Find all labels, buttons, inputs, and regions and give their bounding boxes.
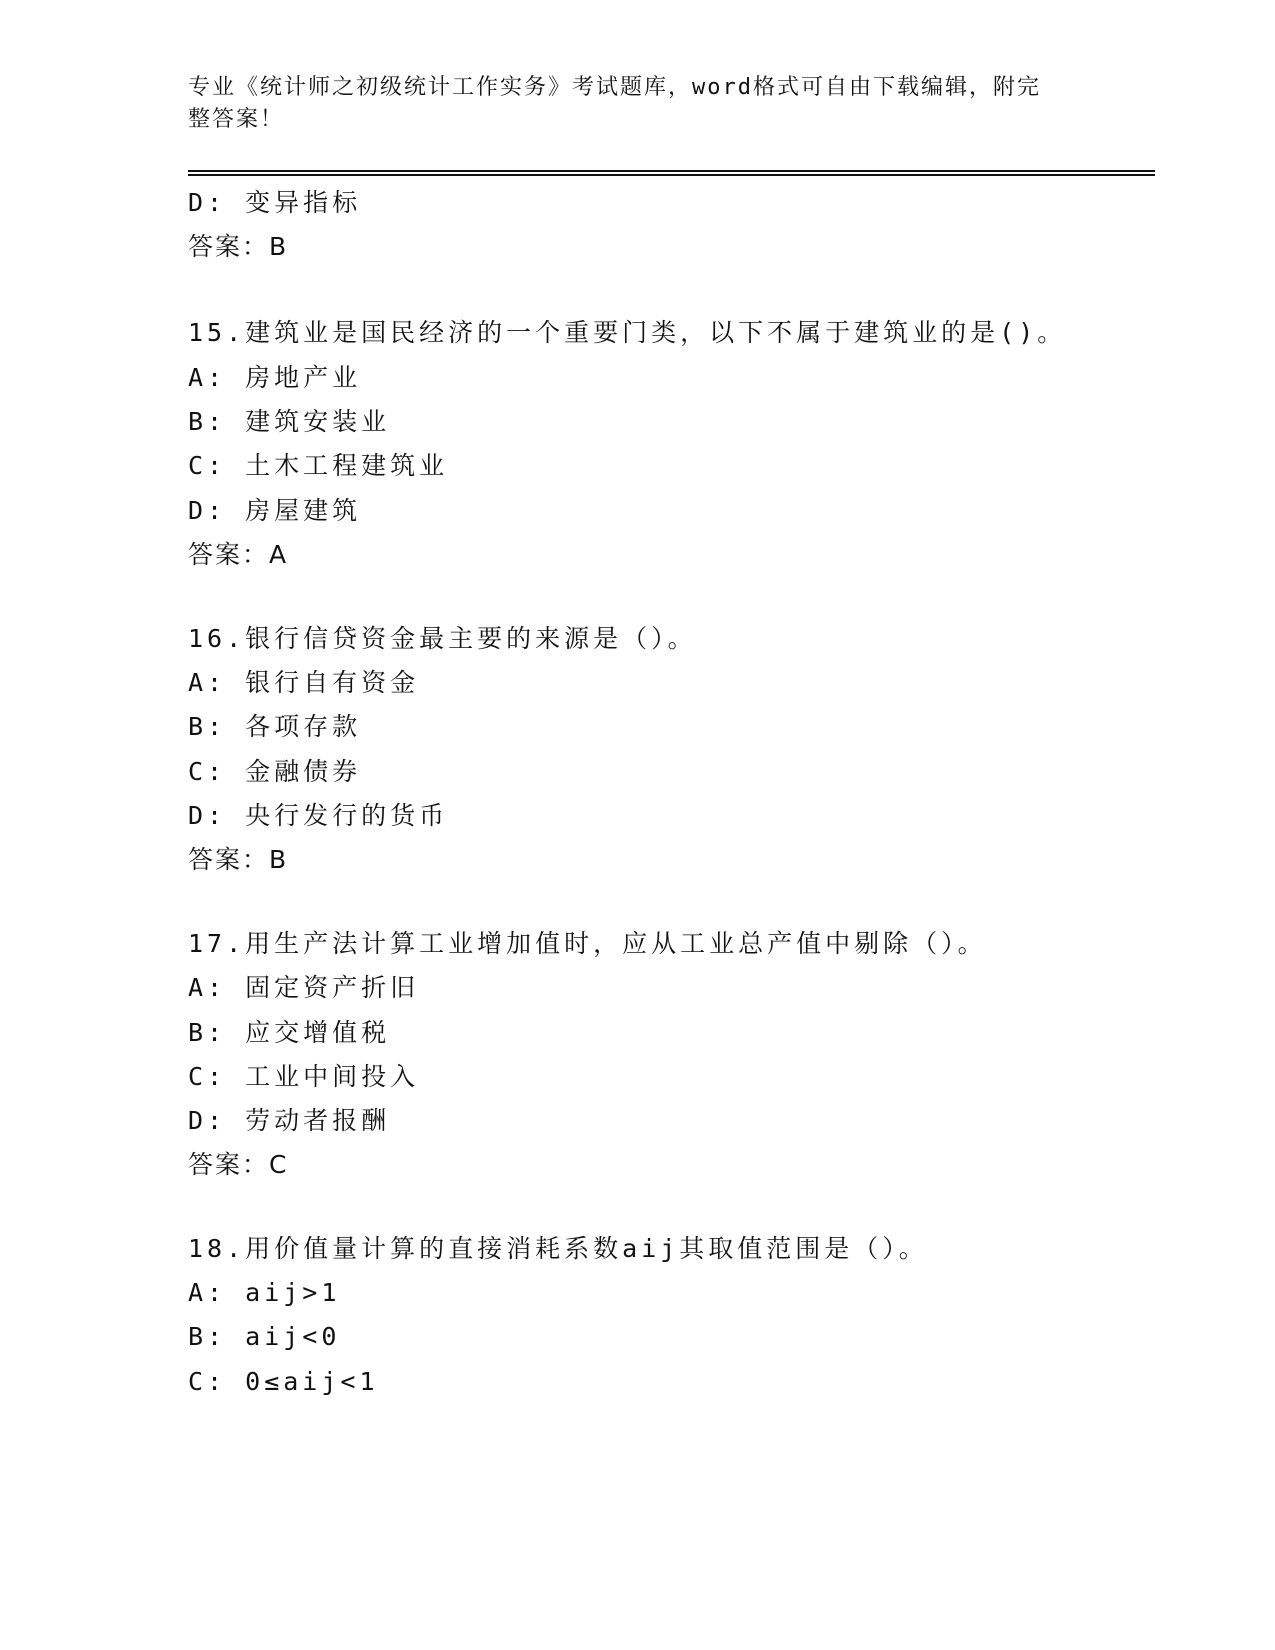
- option-line: B: 建筑安装业: [188, 407, 391, 436]
- header-text-line-1: 专业《统计师之初级统计工作实务》考试题库，word格式可自由下载编辑，附完: [188, 75, 1041, 100]
- option-line: B: 各项存款: [188, 712, 362, 741]
- question-line: 16.银行信贷资金最主要的来源是（）。: [188, 624, 697, 653]
- question-line: 17.用生产法计算工业增加值时，应从工业总产值中剔除（）。: [188, 929, 987, 958]
- question-line: 15.建筑业是国民经济的一个重要门类，以下不属于建筑业的是()。: [188, 318, 1067, 347]
- option-line: C: 土木工程建筑业: [188, 451, 449, 480]
- answer-line: 答案：B: [188, 845, 289, 874]
- option-line: D: 劳动者报酬: [188, 1106, 391, 1135]
- option-line: C: 0≤aij<1: [188, 1367, 379, 1396]
- option-line: A: 房地产业: [188, 363, 362, 392]
- question-line: 18.用价值量计算的直接消耗系数aij其取值范围是（）。: [188, 1234, 928, 1263]
- option-line: B: 应交增值税: [188, 1018, 391, 1047]
- option-line: A: aij>1: [188, 1278, 341, 1307]
- answer-line: 答案：A: [188, 540, 289, 569]
- option-line: C: 工业中间投入: [188, 1062, 420, 1091]
- header-rule-bottom: [188, 174, 1155, 176]
- option-line: A: 固定资产折旧: [188, 973, 420, 1002]
- option-line: C: 金融债券: [188, 757, 362, 786]
- answer-line: 答案：B: [188, 232, 289, 261]
- option-line: B: aij<0: [188, 1322, 341, 1351]
- answer-line: 答案：C: [188, 1150, 289, 1179]
- header-text-line-2: 整答案！: [188, 107, 285, 132]
- option-line: D: 变异指标: [188, 188, 362, 217]
- header-rule-top: [188, 170, 1155, 172]
- option-line: D: 房屋建筑: [188, 496, 362, 525]
- option-line: D: 央行发行的货币: [188, 801, 449, 830]
- option-line: A: 银行自有资金: [188, 668, 420, 697]
